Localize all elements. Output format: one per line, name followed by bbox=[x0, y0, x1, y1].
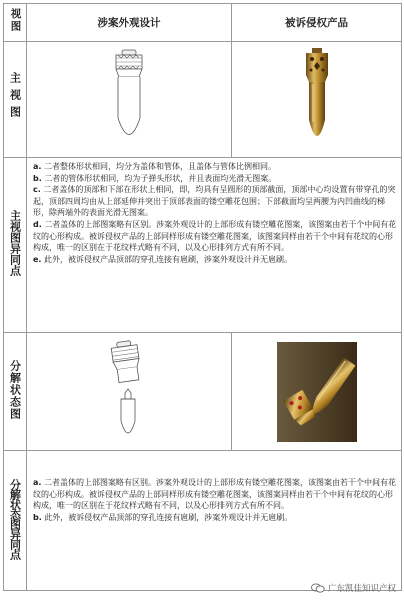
exploded-diff-label-text: 分解状态图异同点 bbox=[8, 478, 22, 559]
main-view-diff-label bbox=[4, 158, 27, 333]
product-main-view-photo bbox=[292, 46, 342, 154]
view-header-text: 视图 bbox=[9, 7, 22, 33]
diff-point: b. 此外，被诉侵权产品顶部的穿孔连接有扈刷，涉案外观设计并无扈刷。 bbox=[33, 512, 293, 522]
watermark bbox=[311, 582, 396, 594]
main-view-label-text: 主视图 bbox=[8, 72, 22, 123]
design-exploded-view-cell bbox=[27, 333, 232, 451]
design-header: 涉案外观设计 bbox=[27, 4, 232, 42]
exploded-view-label bbox=[4, 333, 27, 451]
header-row bbox=[4, 4, 402, 42]
product-exploded-view-cell bbox=[232, 333, 402, 451]
wechat-icon bbox=[311, 583, 325, 593]
product-exploded-view-photo bbox=[277, 342, 357, 442]
design-main-view-drawing bbox=[99, 46, 159, 154]
product-header: 被诉侵权产品 bbox=[232, 4, 402, 42]
diff-point: a. 二者盖体的上部图案略有区别。涉案外观设计的上部形成有镂空雕花图案，该图案由若干个中间有花纹的心形构成。被诉侵权产品的上部同样形成有镂空雕花图案，该图案同样由若干个中间有花纹的心形构成，唯一的区别在于花纹样式略有不同，以及心形排列方式有所不同。 bbox=[33, 478, 396, 511]
diff-point: a. 二者整体形状相同，均分为盖体和管体，且盖体与管体比例相同。 bbox=[33, 162, 276, 171]
diff-point: b. 二者的管体形状相同，均为子弹头形状，并且表面均光滑无图案。 bbox=[33, 173, 277, 183]
design-main-view-cell bbox=[27, 42, 232, 158]
comparison-table bbox=[3, 3, 402, 591]
diff-point: c. 二者盖体的顶部和下部在形状上相同，即，均具有呈圆形的顶部截面，顶部中心均设置有带穿孔的突起，顶部四周均由从上部延伸并突出于顶部表面的镂空雕花包围；下部截面均呈两腰为内凹曲线的梯形，除两端外的表面光滑无图案。 bbox=[33, 185, 396, 218]
view-header bbox=[4, 4, 27, 42]
watermark-text: 广东凯佳知识产权 bbox=[327, 584, 396, 594]
exploded-diff-label bbox=[4, 451, 27, 591]
exploded-view-row bbox=[4, 333, 402, 451]
exploded-view-label-text: 分解状态图 bbox=[8, 359, 22, 420]
diff-point: d. 二者盖体的上部图案略有区别。涉案外观设计的上部形成有镂空雕花图案，该图案由若干个中间有花纹的心形构成。被诉侵权产品的上部同样形成有镂空雕花图案，该图案同样由若干个中间有花纹的心形构成，唯一的区别在于花纹样式略有不同，以及心形排列方式有所不同。 bbox=[33, 219, 397, 253]
exploded-diff-row bbox=[4, 451, 402, 591]
main-view-label bbox=[4, 42, 27, 158]
design-exploded-view-drawing bbox=[94, 337, 164, 447]
diff-point: e. 此外，被诉侵权产品顶部的穿孔连接有扈刷，涉案外观设计并无扈刷。 bbox=[33, 254, 293, 264]
exploded-diff-points bbox=[27, 451, 402, 591]
product-main-view-cell bbox=[232, 42, 402, 158]
main-view-diff-label-text: 主视图异同点 bbox=[8, 210, 22, 276]
main-view-row bbox=[4, 42, 402, 158]
main-view-diff-row bbox=[4, 158, 402, 333]
main-view-diff-points bbox=[27, 158, 402, 333]
